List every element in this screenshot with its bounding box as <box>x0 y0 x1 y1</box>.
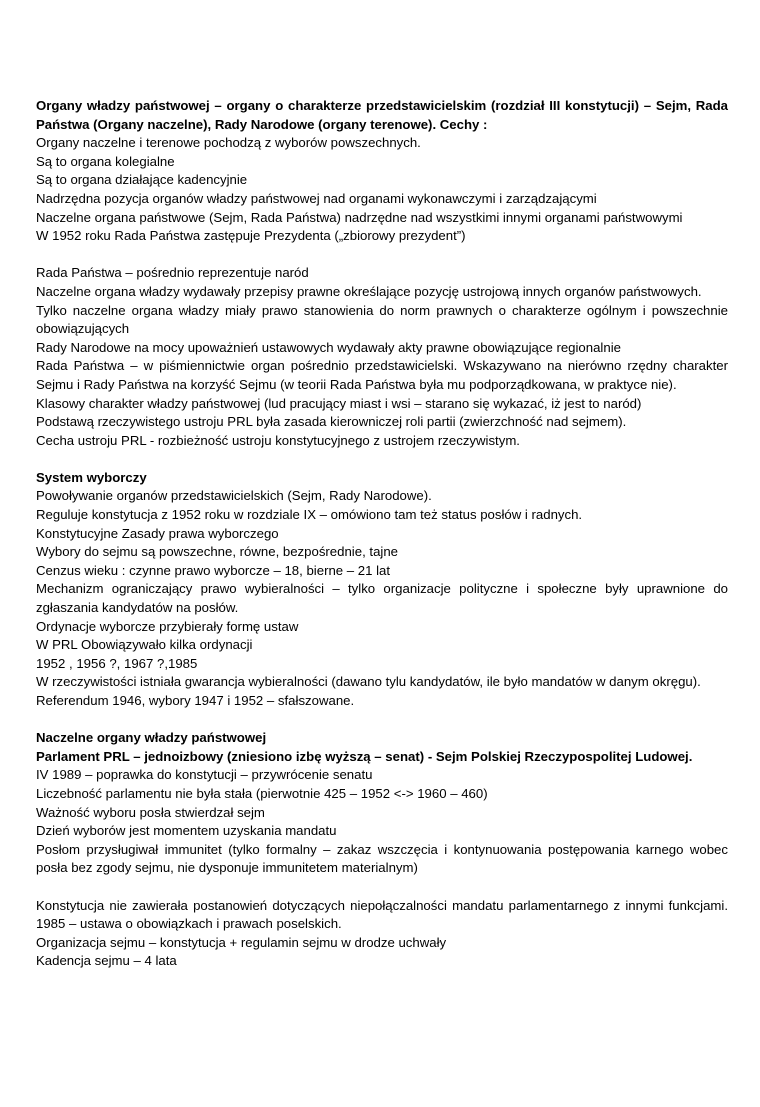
section-heading-organy: Organy władzy państwowej – organy o charakterze przedstawicielskim (rozdział III konstytucji) – Sejm, Rada Państwa (Organy naczelne), Rady Narodowe (organy terenowe). Cechy : <box>36 98 728 132</box>
section-heading-naczelne-organy: Naczelne organy władzy państwowej <box>36 730 267 746</box>
paragraph-gap <box>36 711 728 730</box>
text-line: Są to organa działające kadencyjnie <box>36 172 248 188</box>
text-line: Ważność wyboru posła stwierdzał sejm <box>36 804 265 820</box>
section-subheading-parlament: Parlament PRL – jednoizbowy (zniesiono izbę wyższą – senat) - Sejm Polskiej Rzeczypospolitej Ludowej. <box>36 748 693 764</box>
text-line: Cecha ustroju PRL - rozbieżność ustroju konstytucyjnego z ustrojem rzeczywistym. <box>36 432 520 448</box>
text-line: W 1952 roku Rada Państwa zastępuje Prezydenta („zbiorowy prezydent”) <box>36 228 466 244</box>
text-paragraph: Posłom przysługiwał immunitet (tylko formalny – zakaz wszczęcia i kontynuowania postępowania karnego wobec posła bez zgody sejmu, nie dysponuje immunitetem materialnym) <box>36 841 728 876</box>
text-line: IV 1989 – poprawka do konstytucji – przywrócenie senatu <box>36 767 373 783</box>
text-line: Referendum 1946, wybory 1947 i 1952 – sfałszowane. <box>36 693 355 708</box>
document-page <box>36 97 728 971</box>
text-paragraph: W rzeczywistości istniała gwarancja wybieralności (dawano tylu kandydatów, ile było mandatów w danym okręgu). <box>36 674 701 690</box>
text-paragraph: Mechanizm ograniczający prawo wybieralności – tylko organizacje polityczne i społeczne były uprawnione do zgłaszania kandydatów na posłów. <box>36 581 728 616</box>
paragraph-gap <box>36 450 728 469</box>
text-line: Cenzus wieku : czynne prawo wyborcze – 18, bierne – 21 lat <box>36 562 391 578</box>
text-line: Nadrzędna pozycja organów władzy państwowej nad organami wykonawczymi i zarządzającymi <box>36 190 597 206</box>
text-line: Konstytucyjne Zasady prawa wyborczego <box>36 525 279 541</box>
text-line: Kadencja sejmu – 4 lata <box>36 953 177 969</box>
text-paragraph: Konstytucja nie zawierała postanowień dotyczących niepołączalności mandatu parlamentarnego z innymi funkcjami. 1985 – ustawa o obowiązkach i prawach poselskich. <box>36 897 728 932</box>
text-line: Organizacja sejmu – konstytucja + regulamin sejmu w drodze uchwały <box>36 934 447 950</box>
paragraph-gap <box>36 246 728 265</box>
text-line: Rady Narodowe na mocy upoważnień ustawowych wydawały akty prawne obowiązujące regionalnie <box>36 339 621 355</box>
text-paragraph: Naczelne organa władzy wydawały przepisy prawne określające pozycję ustrojową innych organów państwowych. <box>36 283 702 299</box>
text-line: 1952 , 1956 ?, 1967 ?,1985 <box>36 655 198 671</box>
paragraph-gap <box>36 878 728 897</box>
section-heading-system-wyborczy: System wyborczy <box>36 469 147 485</box>
text-line: Organy naczelne i terenowe pochodzą z wyborów powszechnych. <box>36 135 421 151</box>
text-line: Dzień wyborów jest momentem uzyskania mandatu <box>36 823 337 839</box>
text-line: Podstawą rzeczywistego ustroju PRL była zasada kierowniczej roli partii (zwierzchność nad sejmem). <box>36 414 627 430</box>
text-line: Są to organa kolegialne <box>36 153 175 169</box>
text-paragraph: Rada Państwa – w piśmiennictwie organ pośrednio przedstawicielski. Wskazywano na nierówno rzędny charakter Sejmu i Rady Państwa na korzyść Sejmu (w teorii Rada Państwa była mu podporządkowana, w praktyce nie). <box>36 358 728 392</box>
text-line: Naczelne organa państwowe (Sejm, Rada Państwa) nadrzędne nad wszystkimi innymi organami państwowymi <box>36 209 683 225</box>
text-line: W PRL Obowiązywało kilka ordynacji <box>36 637 253 653</box>
text-line: Klasowy charakter władzy państwowej (lud pracujący miast i wsi – starano się wykazać, iż jest to naród) <box>36 395 642 411</box>
text-paragraph: Tylko naczelne organa władzy miały prawo stanowienia do norm prawnych o charakterze ogólnym i powszechnie obowiązujących <box>36 302 728 337</box>
text-line: Ordynacje wyborcze przybierały formę ustaw <box>36 618 299 634</box>
text-line: Liczebność parlamentu nie była stała (pierwotnie 425 – 1952 <-> 1960 – 460) <box>36 785 488 801</box>
text-line: Rada Państwa – pośrednio reprezentuje naród <box>36 265 309 281</box>
text-line: Wybory do sejmu są powszechne, równe, bezpośrednie, tajne <box>36 544 398 560</box>
text-line: Reguluje konstytucja z 1952 roku w rozdziale IX – omówiono tam też status posłów i radnych. <box>36 507 583 523</box>
text-line: Powoływanie organów przedstawicielskich (Sejm, Rady Narodowe). <box>36 488 432 504</box>
